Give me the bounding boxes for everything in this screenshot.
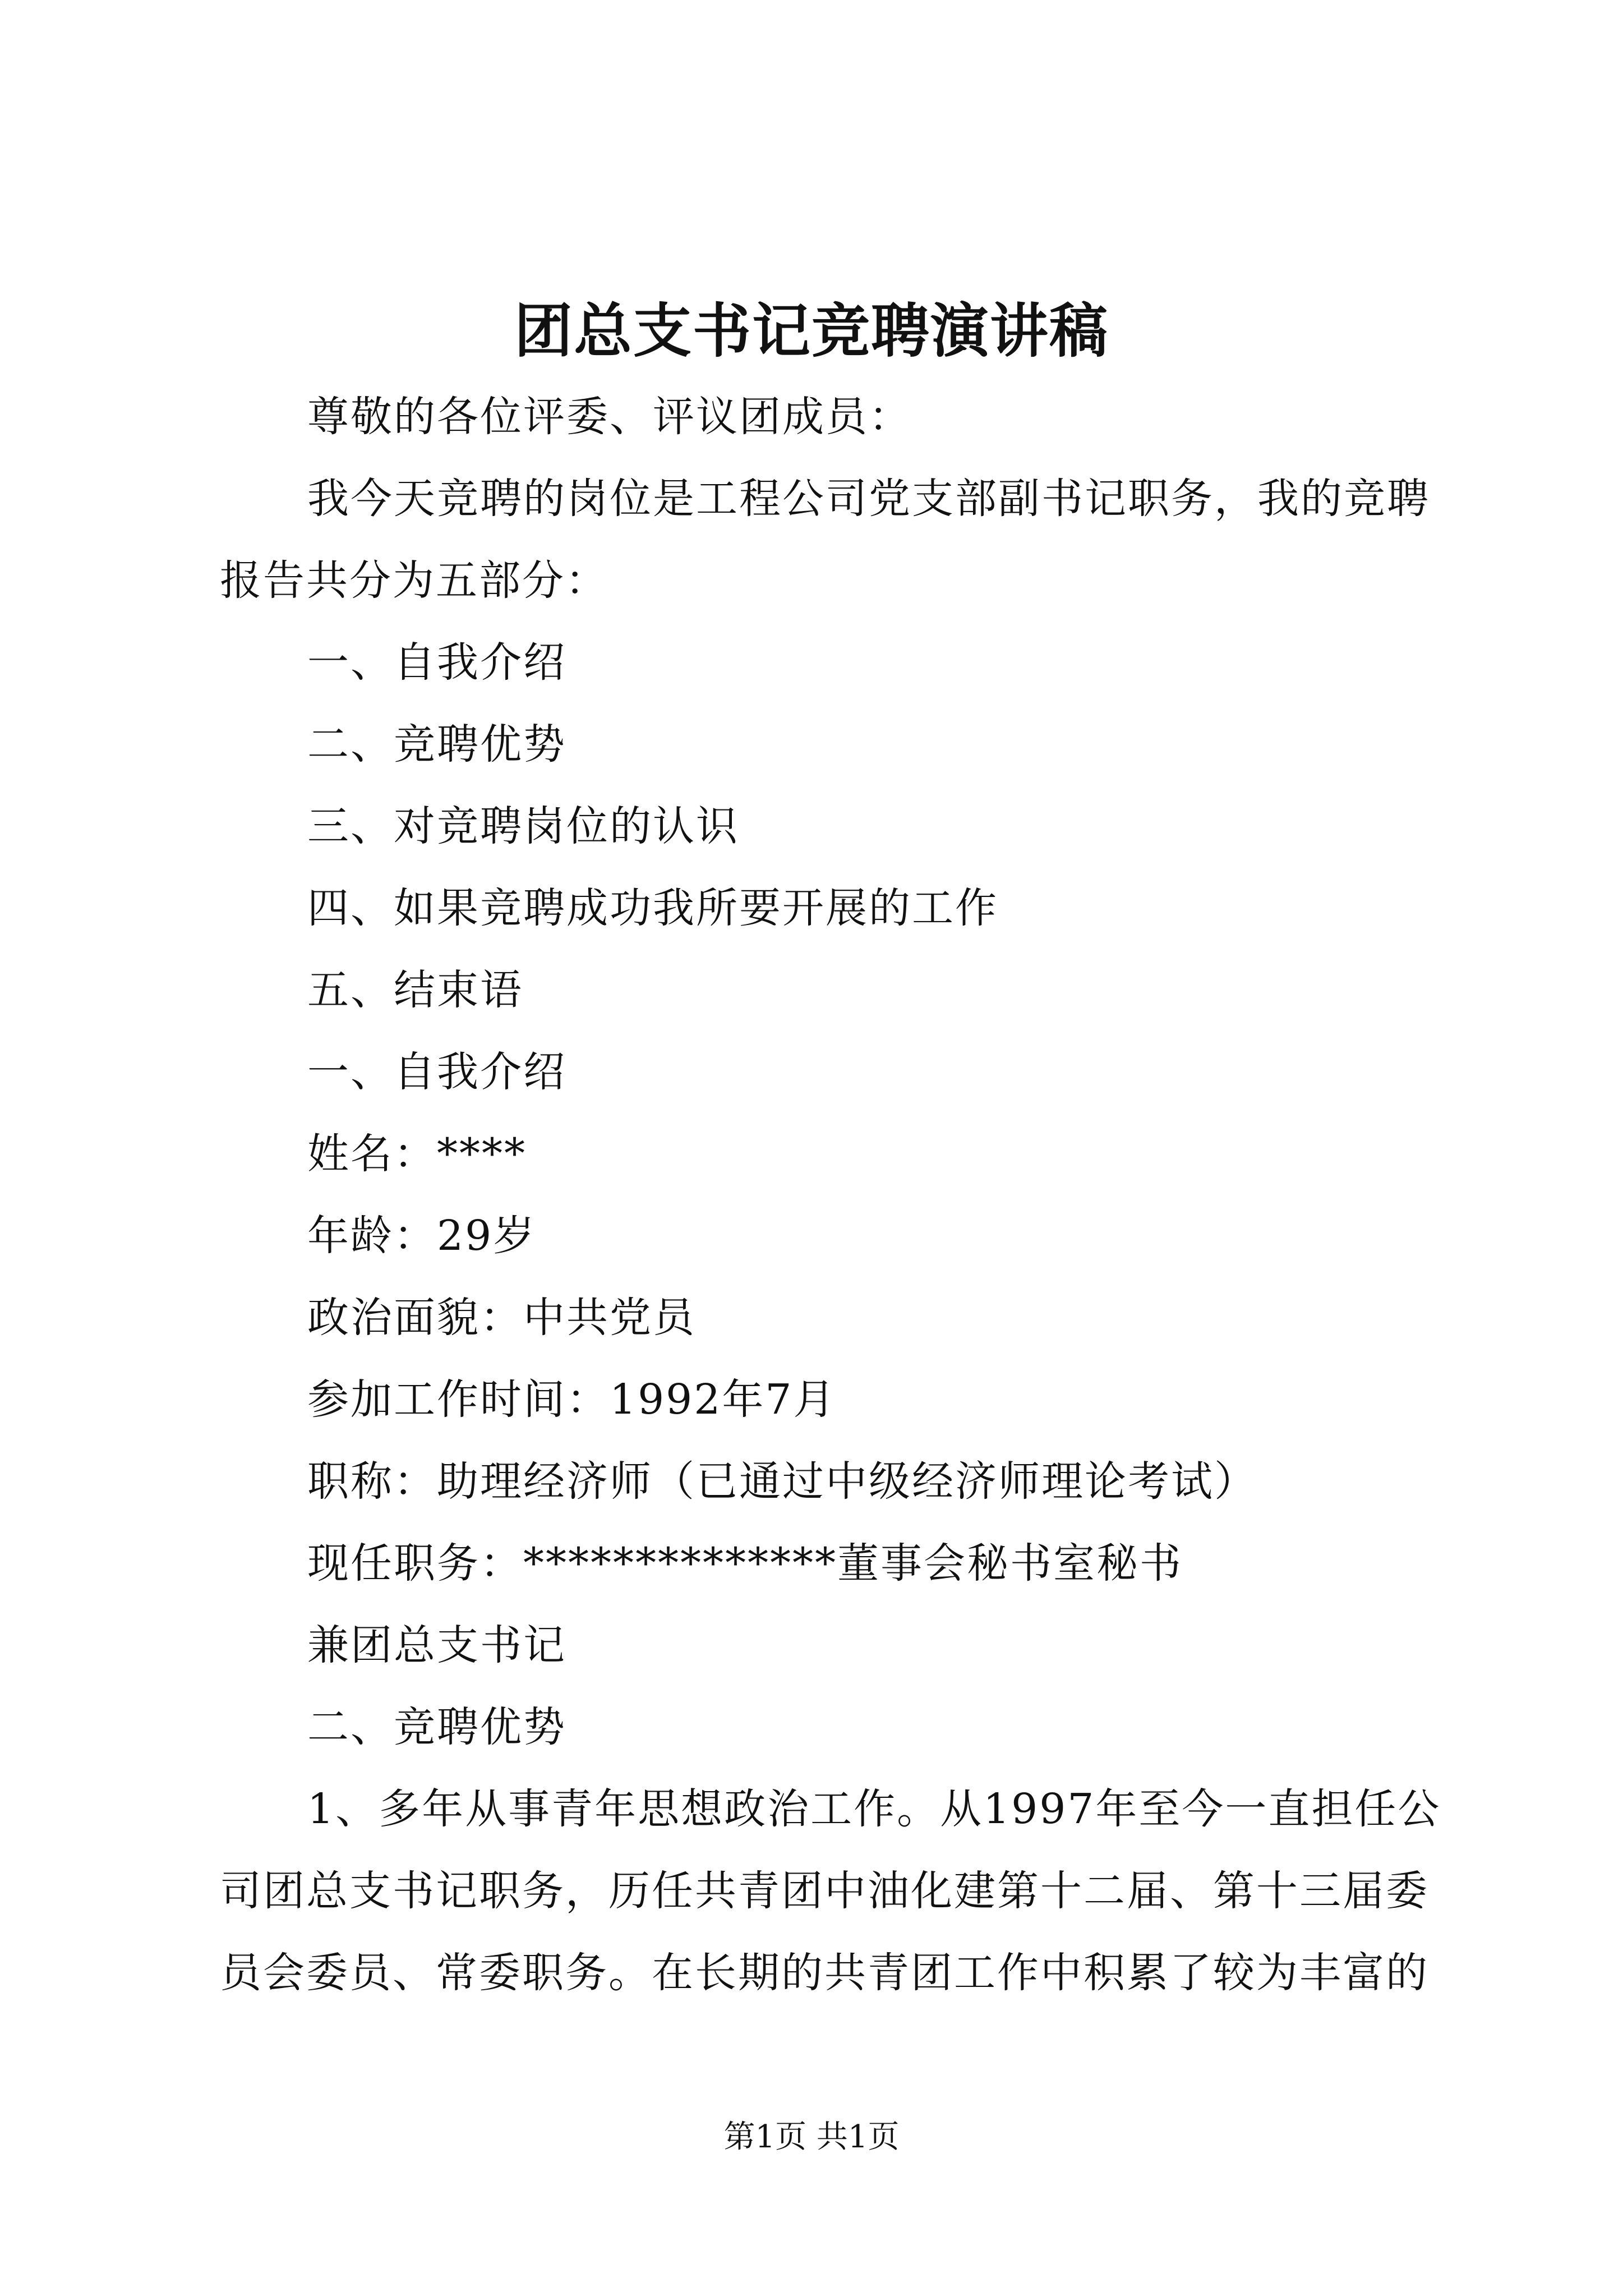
- paragraph-line: 司团总支书记职务，历任共青团中油化建第十二届、第十三届委: [220, 1867, 1429, 1915]
- document-title: 团总支书记竞聘演讲稿: [514, 296, 1109, 365]
- document-body: [220, 376, 1441, 2014]
- info-age: 年龄：29岁: [307, 1212, 537, 1260]
- outline-item: 二、竞聘优势: [307, 720, 566, 769]
- info-political-status: 政治面貌：中共党员: [307, 1294, 696, 1342]
- paragraph-line: 1、多年从事青年思想政治工作。从1997年至今一直担任公: [307, 1785, 1441, 1833]
- section-heading: 一、自我介绍: [307, 1048, 566, 1096]
- salutation: 尊敬的各位评委、评议团成员：: [307, 393, 912, 441]
- section-heading: 二、竞聘优势: [307, 1703, 566, 1751]
- paragraph-line: 我今天竞聘的岗位是工程公司党支部副书记职务，我的竞聘: [307, 475, 1430, 523]
- outline-item: 五、结束语: [307, 966, 523, 1014]
- paragraph-line: 报告共分为五部分：: [220, 556, 608, 605]
- outline-item: 四、如果竞聘成功我所要开展的工作: [307, 884, 998, 932]
- outline-item: 三、对竞聘岗位的认识: [307, 802, 739, 850]
- info-work-start: 参加工作时间：1992年7月: [307, 1375, 837, 1424]
- info-current-position: 现任职务：**************董事会秘书室秘书: [307, 1539, 1183, 1588]
- paragraph-line: 员会委员、常委职务。在长期的共青团工作中积累了较为丰富的: [220, 1949, 1429, 1997]
- info-title: 职称：助理经济师（已通过中级经济师理论考试）: [307, 1457, 1257, 1506]
- info-concurrent-position: 兼团总支书记: [307, 1621, 566, 1669]
- page-footer: 第1页 共1页: [723, 2119, 900, 2155]
- info-name: 姓名：****: [307, 1130, 527, 1178]
- outline-item: 一、自我介绍: [307, 638, 566, 687]
